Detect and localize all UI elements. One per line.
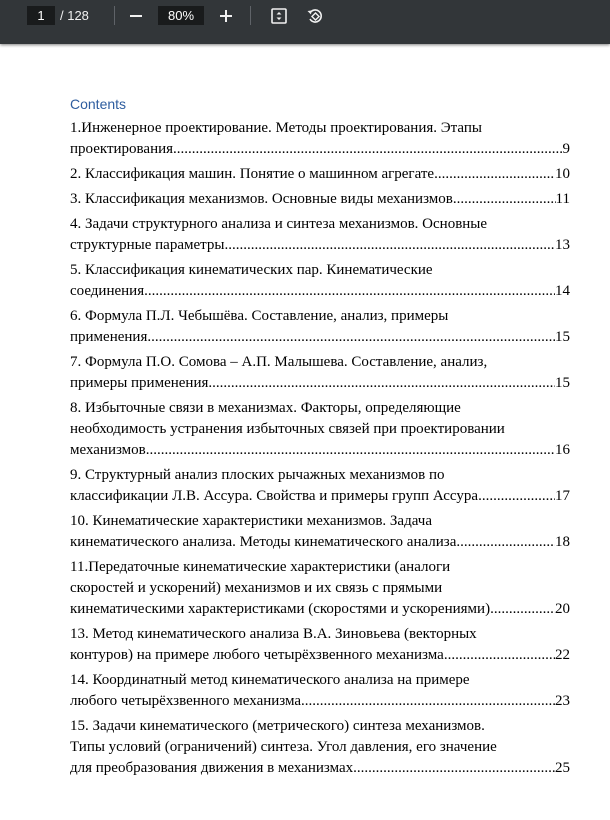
page-total-label: / 128 [60, 8, 89, 23]
toc-entry-text: 6. Формула П.Л. Чебышёва. Составление, анализ, примеры [70, 308, 449, 324]
toc-entry-text: применения [70, 329, 148, 345]
dot-leader [301, 691, 555, 712]
toc-entry-text: 8. Избыточные связи в механизмах. Факторы, определяющие [70, 400, 461, 416]
toc-page-number: 13 [555, 237, 570, 253]
toc-entry-text: 9. Структурный анализ плоских рычажных механизмов по [70, 467, 445, 483]
toolbar-divider [114, 6, 115, 25]
dot-leader [147, 327, 555, 348]
toolbar-divider [250, 6, 251, 25]
toc-entry-text: кинематическими характеристиками (скоростями и ускорениями) [70, 601, 491, 617]
toc-entry-text: 2. Классификация машин. Понятие о машинном агрегате [70, 166, 435, 182]
toc-page-number: 10 [555, 166, 570, 182]
toc-entry-text: 5. Классификация кинематических пар. Кинематические [70, 262, 433, 278]
table-of-contents [70, 118, 570, 783]
toc-entry-text: необходимость устранения избыточных связей при проектировании [70, 421, 505, 437]
dot-leader [146, 440, 555, 461]
toc-entry-text: 15. Задачи кинематического (метрического) синтеза механизмов. [70, 718, 485, 734]
contents-heading: Contents [70, 96, 127, 112]
zoom-in-button[interactable] [214, 4, 238, 28]
toc-entry[interactable] [70, 260, 570, 302]
toc-entry-text: 3. Классификация механизмов. Основные виды механизмов [70, 191, 453, 207]
toc-entry[interactable] [70, 118, 570, 160]
dot-leader [228, 235, 555, 256]
toc-page-number: 23 [555, 693, 570, 709]
toc-entry[interactable] [70, 214, 570, 256]
toc-entry-text: структурные параметры. [70, 237, 229, 253]
toc-entry-text: для преобразования движения в механизмах. [70, 760, 357, 776]
dot-leader [444, 645, 555, 666]
toc-page-number: 20 [555, 601, 570, 617]
toc-entry[interactable] [70, 352, 570, 394]
toc-entry[interactable] [70, 624, 570, 666]
toc-entry-text: классификации Л.В. Ассура. Свойства и примеры групп Ассура [70, 488, 479, 504]
toc-page-number: 17 [555, 488, 570, 504]
page-number-input[interactable] [27, 6, 55, 25]
toc-entry-text: 1.Инженерное проектирование. Методы проектирования. Этапы [70, 120, 482, 136]
dot-leader [456, 532, 555, 553]
dot-leader [173, 139, 562, 160]
toc-entry-text: 10. Кинематические характеристики механизмов. Задача [70, 513, 432, 529]
zoom-input[interactable] [158, 6, 204, 25]
toc-entry-text: 13. Метод кинематического анализа В.А. Зиновьева (векторных [70, 626, 477, 642]
toc-entry[interactable] [70, 306, 570, 348]
toc-entry-text: контуров) на примере любого четырёхзвенного механизма [70, 647, 444, 663]
toc-entry[interactable] [70, 716, 570, 779]
toc-entry-text: любого четырёхзвенного механизма [70, 693, 302, 709]
toc-entry-text: примеры применения [70, 375, 209, 391]
toc-page-number: 22 [555, 647, 570, 663]
toc-page-number: 14 [555, 283, 570, 299]
toc-entry-text: механизмов [70, 442, 146, 458]
toc-page-number: 11 [555, 191, 570, 207]
toc-entry-text: соединения [70, 283, 145, 299]
toc-entry-text: 7. Формула П.О. Сомова – А.П. Малышева. Составление, анализ, [70, 354, 488, 370]
toc-entry[interactable] [70, 164, 570, 185]
toc-entry-text: скоростей и ускорений) механизмов и их связь с прямыми [70, 580, 443, 596]
minus-icon [129, 9, 143, 23]
toc-page-number: 15 [555, 329, 570, 345]
toc-page-number: 18 [555, 534, 570, 550]
rotate-button[interactable] [303, 4, 327, 28]
toc-entry[interactable] [70, 398, 570, 461]
dot-leader [434, 164, 555, 185]
toc-entry[interactable] [70, 511, 570, 553]
toc-entry[interactable] [70, 189, 570, 210]
toc-entry-text: кинематического анализа. Методы кинематического анализа [70, 534, 457, 550]
toc-entry[interactable] [70, 670, 570, 712]
dot-leader [357, 758, 555, 779]
dot-leader [453, 189, 556, 210]
fit-page-icon [270, 7, 288, 25]
toc-entry[interactable] [70, 557, 570, 620]
dot-leader [478, 486, 555, 507]
toc-entry-text: проектирования [70, 141, 174, 157]
fit-page-button[interactable] [267, 4, 291, 28]
dot-leader [490, 599, 555, 620]
plus-icon [219, 9, 233, 23]
toc-entry-text: 11.Передаточные кинематические характеристики (аналоги [70, 559, 451, 575]
toc-page-number: 25 [555, 760, 570, 776]
toc-entry-text: 4. Задачи структурного анализа и синтеза механизмов. Основные [70, 216, 488, 232]
toc-entry[interactable] [70, 465, 570, 507]
toc-page-number: 15 [555, 375, 570, 391]
toc-entry-text: Типы условий (ограничений) синтеза. Угол давления, его значение [70, 739, 497, 755]
dot-leader [144, 281, 555, 302]
toc-page-number: 9 [562, 141, 570, 157]
zoom-out-button[interactable] [124, 4, 148, 28]
pdf-toolbar [0, 0, 610, 44]
rotate-icon [306, 7, 324, 25]
toc-entry-text: 14. Координатный метод кинематического анализа на примере [70, 672, 470, 688]
toc-page-number: 16 [555, 442, 570, 458]
dot-leader [208, 373, 555, 394]
